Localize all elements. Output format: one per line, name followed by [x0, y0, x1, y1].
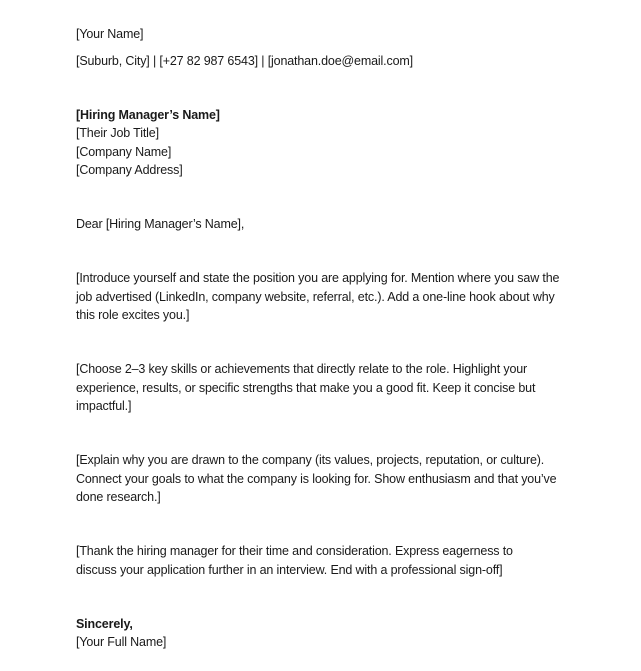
body-paragraph-intro: [Introduce yourself and state the position you are applying for. Mention where you saw the job advertised (LinkedIn, company website, referral, etc.). Add a one-line hook about why this role excites you.] [76, 271, 560, 322]
sender-name: [Your Name] [76, 27, 144, 41]
signoff-full-name: [Your Full Name] [76, 635, 167, 649]
recipient-name: [Hiring Manager’s Name] [76, 108, 220, 122]
body-paragraph-company: [Explain why you are drawn to the company (its values, projects, reputation, or culture). Connect your goals to what the company is looking for. Show enthusiasm and that you’ve done research.] [76, 453, 557, 504]
recipient-company-address: [Company Address] [76, 163, 183, 177]
sender-contact: [Suburb, City] | [+27 82 987 6543] | [jonathan.doe@email.com] [76, 54, 413, 68]
body-paragraph-skills: [Choose 2–3 key skills or achievements that directly relate to the role. Highlight your experience, results, or specific strengths that make you a good fit. Keep it concise but impactful.] [76, 362, 536, 413]
salutation: Dear [Hiring Manager’s Name], [76, 217, 245, 231]
body-paragraph-closing: [Thank the hiring manager for their time and consideration. Express eagerness to discuss your application further in an interview. End with a professional sign-off] [76, 544, 513, 577]
signoff-closing: Sincerely, [76, 617, 133, 631]
recipient-company-name: [Company Name] [76, 145, 172, 159]
recipient-job-title: [Their Job Title] [76, 126, 159, 140]
